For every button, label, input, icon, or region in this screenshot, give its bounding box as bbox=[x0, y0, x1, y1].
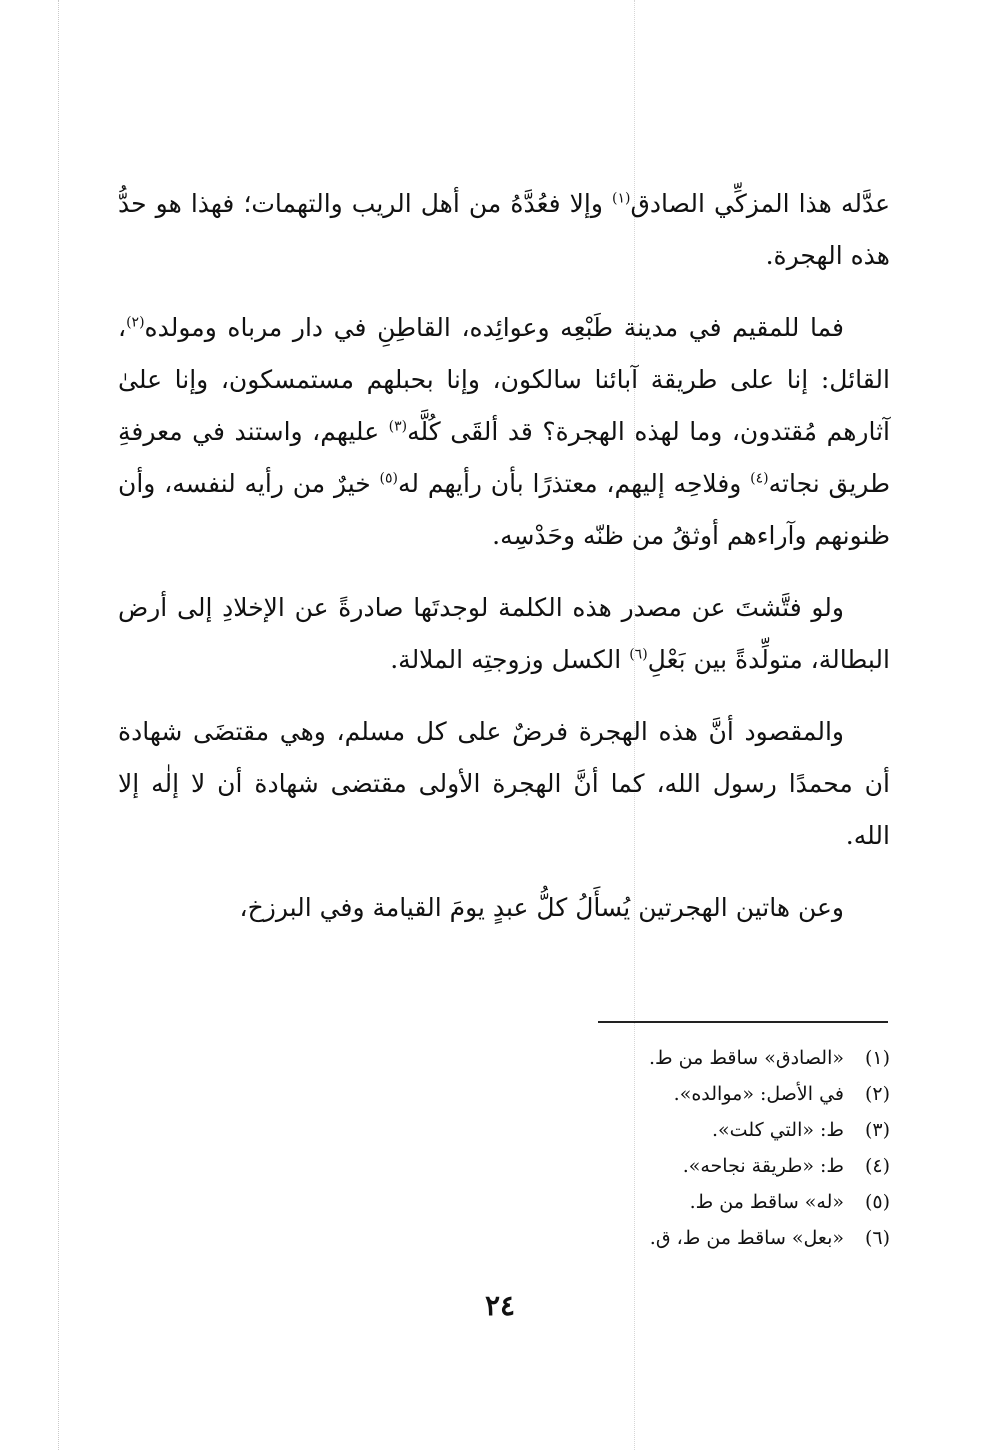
footnote-text: «له» ساقط من ط. bbox=[689, 1191, 844, 1213]
footnote-text: «بعل» ساقط من ط، ق. bbox=[649, 1227, 844, 1249]
footnote-marker: (٦) bbox=[629, 646, 648, 663]
footnote-6 bbox=[480, 1220, 890, 1256]
footnote-text: في الأصل: «موالده». bbox=[673, 1083, 844, 1105]
paragraph-5 bbox=[118, 882, 890, 934]
footnote-number: (٢) bbox=[864, 1083, 890, 1105]
paragraph-3 bbox=[118, 582, 890, 686]
footnotes bbox=[480, 1040, 890, 1256]
footnote-3 bbox=[480, 1112, 890, 1148]
footnote-1 bbox=[480, 1040, 890, 1076]
footnote-4 bbox=[480, 1148, 890, 1184]
footnote-number: (٦) bbox=[864, 1227, 890, 1249]
footnote-text: «الصادق» ساقط من ط. bbox=[649, 1047, 844, 1069]
footnote-number: (٥) bbox=[864, 1191, 890, 1213]
footnote-marker: (٥) bbox=[379, 470, 399, 487]
paragraph-2 bbox=[118, 302, 890, 562]
footnote-5 bbox=[480, 1184, 890, 1220]
footnote-2 bbox=[480, 1076, 890, 1112]
text-run: عليهم، واستند في معرفةِ طريق نجاته bbox=[118, 417, 890, 498]
footnote-text: ط: «طريقة نجاحه». bbox=[682, 1155, 844, 1177]
page-number: ٢٤ bbox=[484, 1289, 516, 1322]
paragraph-1 bbox=[118, 178, 890, 282]
footnote-number: (٤) bbox=[864, 1155, 890, 1177]
text-run: الكسل وزوجتِه الملالة. bbox=[390, 645, 630, 674]
footnote-divider bbox=[598, 1021, 888, 1023]
footnote-marker: (١) bbox=[612, 190, 631, 207]
text-run: والمقصود أنَّ هذه الهجرة فرضٌ على كل مسلم، وهي مقتضَى شهادة أن محمدًا رسول الله، كما أنَّ الهجرة الأولى مقتضى شهادة أن لا إلٰه إلا الله. bbox=[118, 717, 890, 850]
text-run: ، القائل: إنا على طريقة آبائنا سالكون، وإنا بحبلهم مستمسكون، وإنا علىٰ آثارهم مُقتدون، وما لهذه الهجرة؟ قد ألقَى كُلَّه bbox=[118, 313, 890, 446]
text-run: فما للمقيم في مدينة طَبْعِه وعوائِده، القاطِنِ في دار مرباه ومولده bbox=[144, 313, 844, 342]
footnote-text: ط: «التي كلت». bbox=[712, 1119, 844, 1141]
paragraph-4 bbox=[118, 706, 890, 862]
text-run: خيرٌ من رأيه لنفسه، وأن ظنونهم وآراءهم أوثقُ من ظنّه وحَدْسِه. bbox=[118, 469, 890, 550]
footnote-number: (١) bbox=[864, 1047, 890, 1069]
footnote-marker: (٣) bbox=[388, 418, 408, 435]
text-run: وفلاحِه إليهم، معتذرًا بأن رأيهم له bbox=[398, 469, 751, 498]
footnote-number: (٣) bbox=[864, 1119, 890, 1141]
text-run: وعن هاتين الهجرتين يُسأَلُ كلُّ عبدٍ يومَ القيامة وفي البرزخ، bbox=[239, 893, 844, 922]
footnote-marker: (٢) bbox=[126, 314, 145, 331]
main-text bbox=[118, 178, 890, 934]
footnote-marker: (٤) bbox=[750, 470, 769, 487]
scan-artifact-left bbox=[58, 0, 59, 1450]
text-run: عدَّله هذا المزكِّي الصادق bbox=[630, 189, 891, 218]
text-run: وإلا فعُدَّهُ من أهل الريب والتهمات؛ فهذا هو حدُّ هذه الهجرة. bbox=[118, 189, 890, 270]
text-run: ولو فتَّشتَ عن مصدر هذه الكلمة لوجدتَها صادرةً عن الإخلادِ إلى أرض البطالة، متولِّدةً بين بَعْلِ bbox=[118, 593, 890, 674]
